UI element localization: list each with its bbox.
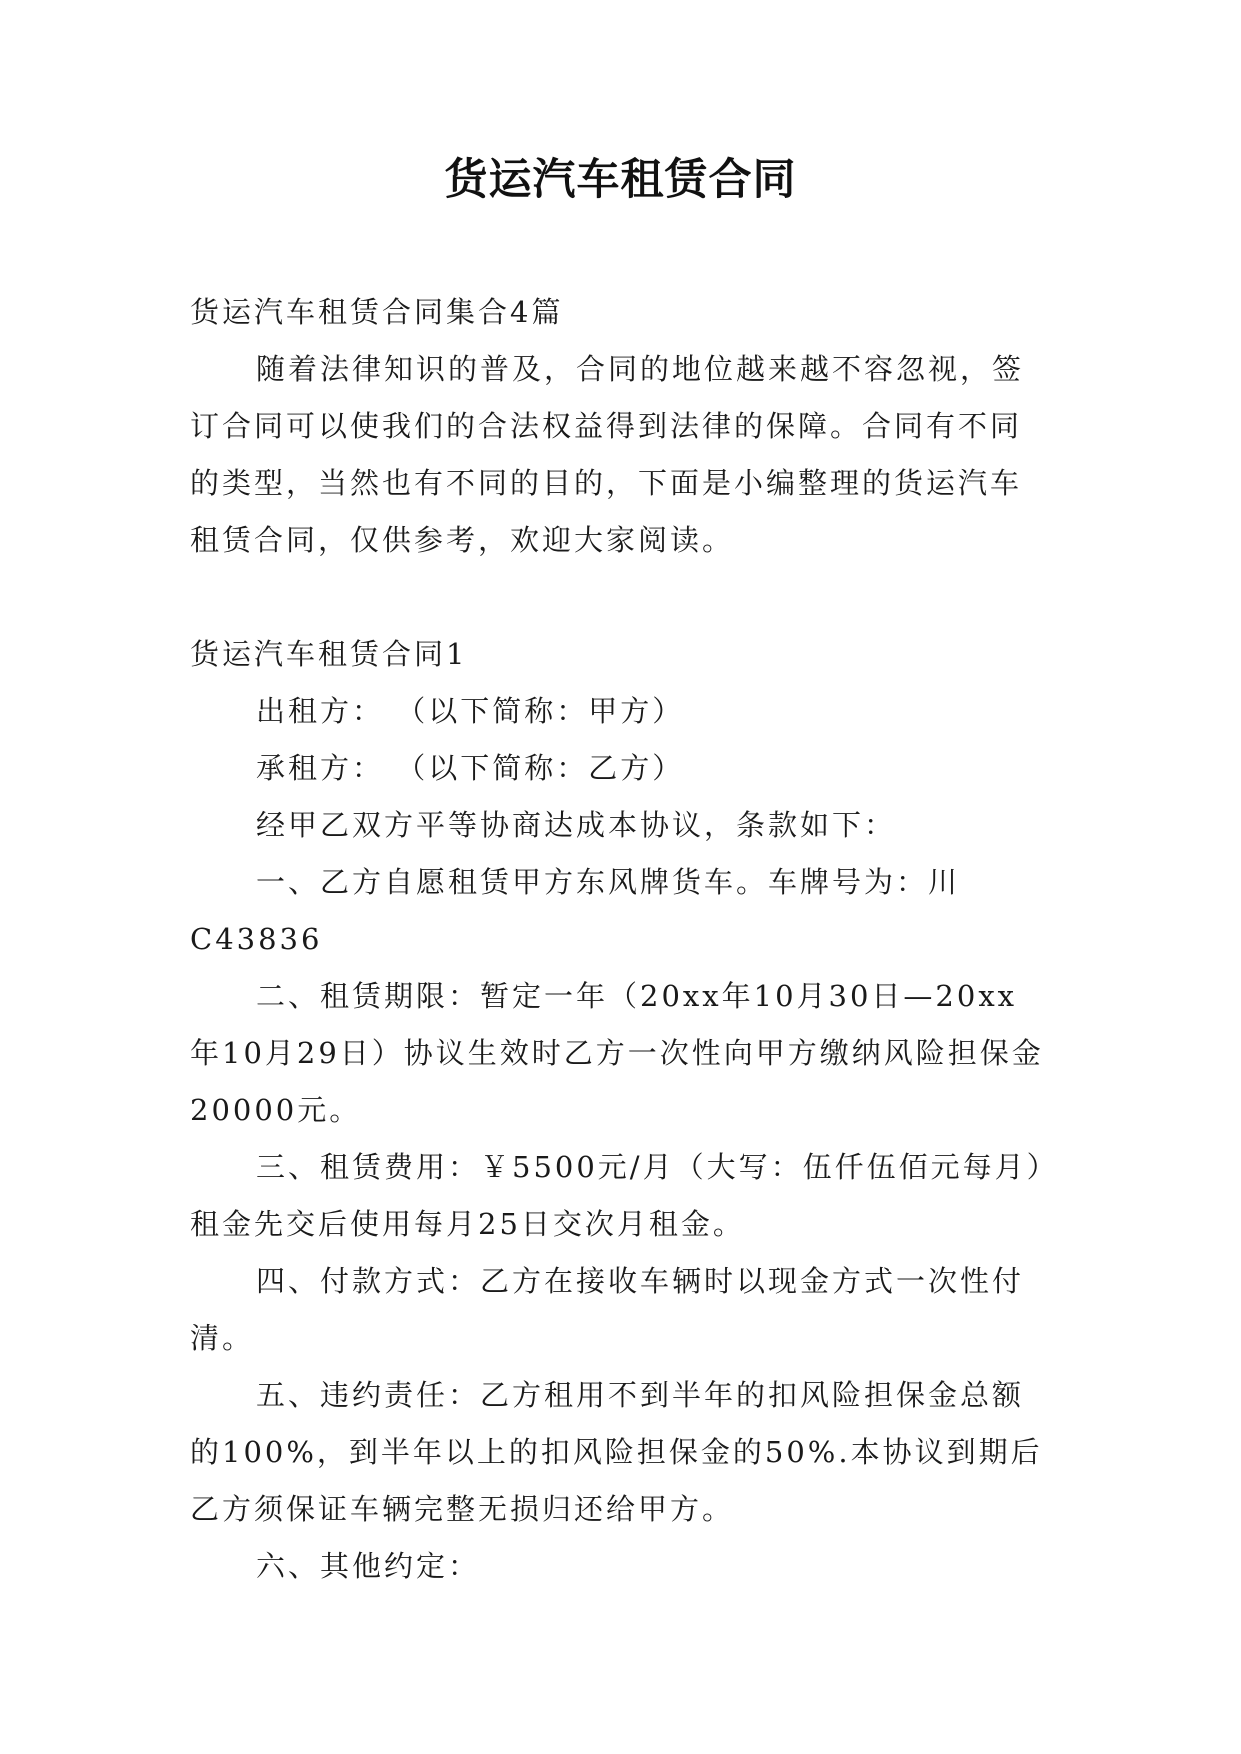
collection-heading: 货运汽车租赁合同集合4篇 xyxy=(190,295,564,329)
lessee-line: 承租方： （以下简称：乙方） xyxy=(256,751,685,785)
document-title: 货运汽车租赁合同 xyxy=(444,155,797,205)
clause-2: 二、租赁期限：暂定一年（20xx年10月30日—20xx年10月29日）协议生效时乙方一次性向甲方缴纳风险担保金20000元。 xyxy=(190,979,1044,1127)
lessor-line: 出租方： （以下简称：甲方） xyxy=(256,694,685,728)
paragraph-gap xyxy=(190,569,1045,626)
document-body xyxy=(190,284,1045,1595)
clause-5: 五、违约责任：乙方租用不到半年的扣风险担保金总额的100%，到半年以上的扣风险担保金的50%.本协议到期后乙方须保证车辆完整无损归还给甲方。 xyxy=(190,1378,1043,1526)
clause-4: 四、付款方式：乙方在接收车辆时以现金方式一次性付清。 xyxy=(190,1264,1025,1355)
intro-paragraph: 随着法律知识的普及，合同的地位越来越不容忽视，签订合同可以使我们的合法权益得到法律的保障。合同有不同的类型，当然也有不同的目的，下面是小编整理的货运汽车租赁合同，仅供参考，欢迎大家阅读。 xyxy=(190,352,1025,557)
clause-1: 一、乙方自愿租赁甲方东风牌货车。车牌号为：川C43836 xyxy=(190,865,961,956)
agreement-intro: 经甲乙双方平等协商达成本协议，条款如下： xyxy=(256,808,897,842)
clause-6: 六、其他约定： xyxy=(256,1549,481,1583)
section-heading: 货运汽车租赁合同1 xyxy=(190,637,468,671)
clause-3: 三、租赁费用：￥5500元/月（大写：伍仟伍佰元每月）租金先交后使用每月25日交次月租金。 xyxy=(190,1150,1045,1241)
